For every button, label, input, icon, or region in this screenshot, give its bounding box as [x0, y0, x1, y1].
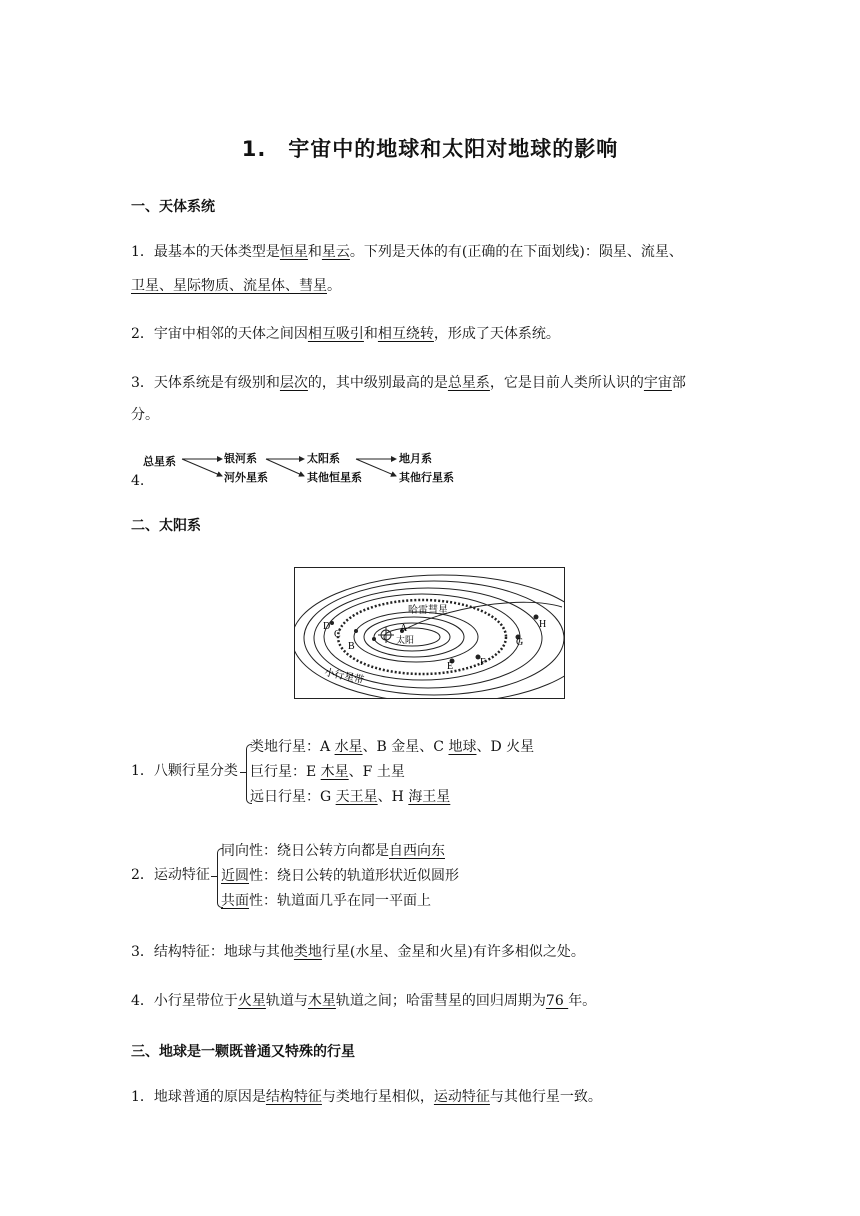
outer-planets — [250, 787, 450, 807]
tree-earth-moon: 地月系 — [399, 452, 432, 465]
planet-f-label: F — [480, 657, 486, 668]
near-circular — [221, 866, 459, 886]
answer: 宇宙 — [643, 375, 672, 391]
answer: 木星 — [307, 993, 336, 1009]
planet-a-label: A — [400, 623, 408, 634]
answer: 地球 — [448, 739, 477, 755]
tree-other-galaxy: 河外星系 — [224, 471, 268, 484]
tree-other-star-system: 其他恒星系 — [307, 471, 362, 484]
tree-other-planet-system: 其他行星系 — [399, 471, 454, 484]
text: 年。 — [568, 993, 597, 1009]
paragraph-1-3-cont: 分。 — [131, 407, 159, 423]
planet-b-label: B — [348, 641, 355, 652]
giant-planets — [250, 762, 405, 782]
text: 和 — [307, 244, 322, 260]
paragraph-2-4 — [131, 991, 596, 1011]
planet-c-label: C — [334, 629, 341, 640]
text: 性：绕日公转的轨道形状近似圆形 — [249, 868, 459, 884]
brace-tip — [240, 772, 246, 773]
terrestrial-planets — [250, 737, 534, 757]
text: 与其他行星一致。 — [489, 1089, 602, 1105]
planet-h-label: H — [539, 619, 547, 630]
paragraph-1-1 — [131, 242, 683, 262]
answer: 卫星、星际物质、流星体、彗星 — [131, 278, 327, 294]
text: 和 — [363, 326, 378, 342]
text: 。下列是天体的有(正确的在下面划线)：陨星、流星、 — [349, 244, 683, 260]
paragraph-1-1-cont — [131, 276, 341, 296]
planet-e-label: E — [447, 661, 454, 672]
answer: 近圆 — [221, 868, 249, 884]
answer: 运动特征 — [433, 1089, 490, 1105]
text: 轨道与 — [265, 993, 308, 1009]
tree-arrows — [170, 450, 400, 484]
section-heading-2: 二、太阳系 — [131, 518, 201, 534]
answer: 海王星 — [408, 789, 451, 805]
comet-label: 哈雷彗星 — [408, 605, 448, 616]
text: 巨行星：E — [250, 764, 321, 780]
text: 4．小行星带位于 — [131, 993, 238, 1009]
text: ，它是目前人类所认识的 — [489, 375, 644, 391]
coplanar — [221, 891, 431, 911]
text: 远日行星：G — [250, 789, 336, 805]
tree-galaxy: 银河系 — [224, 452, 257, 465]
section-heading-1: 一、天体系统 — [131, 199, 215, 215]
answer: 相互吸引 — [307, 326, 364, 342]
section-heading-3: 三、地球是一颗既普通又特殊的行星 — [131, 1044, 355, 1060]
text: 2．宇宙中相邻的天体之间因 — [131, 326, 308, 342]
text: 3．天体系统是有级别和 — [131, 375, 280, 391]
text: ，形成了天体系统。 — [433, 326, 560, 342]
text: 3．结构特征：地球与其他 — [131, 944, 294, 960]
paragraph-1-3 — [131, 373, 686, 393]
text: 、H — [377, 789, 409, 805]
sun-label: 太阳 — [396, 635, 415, 645]
text: 的，其中级别最高的是 — [307, 375, 448, 391]
text: 、F 土星 — [348, 764, 405, 780]
paragraph-3-1 — [131, 1087, 602, 1107]
text: 轨道之间；哈雷彗星的回归周期为 — [335, 993, 546, 1009]
text: 同向性：绕日公转方向都是 — [221, 843, 389, 859]
text: 类地行星：A — [250, 739, 335, 755]
planet-classification-label: 1．八颗行星分类 — [131, 763, 238, 779]
planet-g-label: G — [516, 637, 524, 648]
paragraph-2-3 — [131, 942, 585, 962]
paragraph-1-4-number: 4. — [131, 473, 145, 489]
brace-tip — [211, 876, 217, 877]
same-direction — [221, 841, 445, 861]
answer: 总星系 — [447, 375, 490, 391]
answer: 恒星 — [279, 244, 308, 260]
text: 部 — [671, 375, 686, 391]
asteroid-belt-label: 小行星带 — [323, 667, 365, 687]
answer: 星云 — [321, 244, 350, 260]
page-title: 1. 宇宙中的地球和太阳对地球的影响 — [241, 137, 619, 161]
tree-solar-system: 太阳系 — [307, 452, 340, 465]
answer: 层次 — [279, 375, 308, 391]
answer: 相互绕转 — [377, 326, 434, 342]
answer: 天王星 — [335, 789, 378, 805]
text: 性：轨道面几乎在同一平面上 — [249, 893, 431, 909]
answer: 结构特征 — [265, 1089, 322, 1105]
text: 、D 火星 — [476, 739, 535, 755]
motion-characteristics-label: 2．运动特征 — [131, 867, 210, 883]
text: 、B 金星、C — [362, 739, 449, 755]
answer: 类地 — [293, 944, 322, 960]
paragraph-1-2 — [131, 324, 560, 344]
planet-d-label: D — [323, 621, 331, 632]
tree-root: 总星系 — [143, 455, 176, 468]
answer: 共面 — [221, 893, 249, 909]
answer: 火星 — [237, 993, 266, 1009]
text: 1．最基本的天体类型是 — [131, 244, 280, 260]
answer: 76 — [545, 993, 569, 1009]
solar-system-diagram — [294, 567, 565, 699]
text: 。 — [327, 278, 341, 294]
text: 与类地行星相似， — [321, 1089, 434, 1105]
answer: 水星 — [334, 739, 363, 755]
answer: 自西向东 — [389, 843, 445, 859]
text: 1．地球普通的原因是 — [131, 1089, 266, 1105]
answer: 木星 — [320, 764, 349, 780]
text: 行星(水星、金星和火星)有许多相似之处。 — [321, 944, 585, 960]
